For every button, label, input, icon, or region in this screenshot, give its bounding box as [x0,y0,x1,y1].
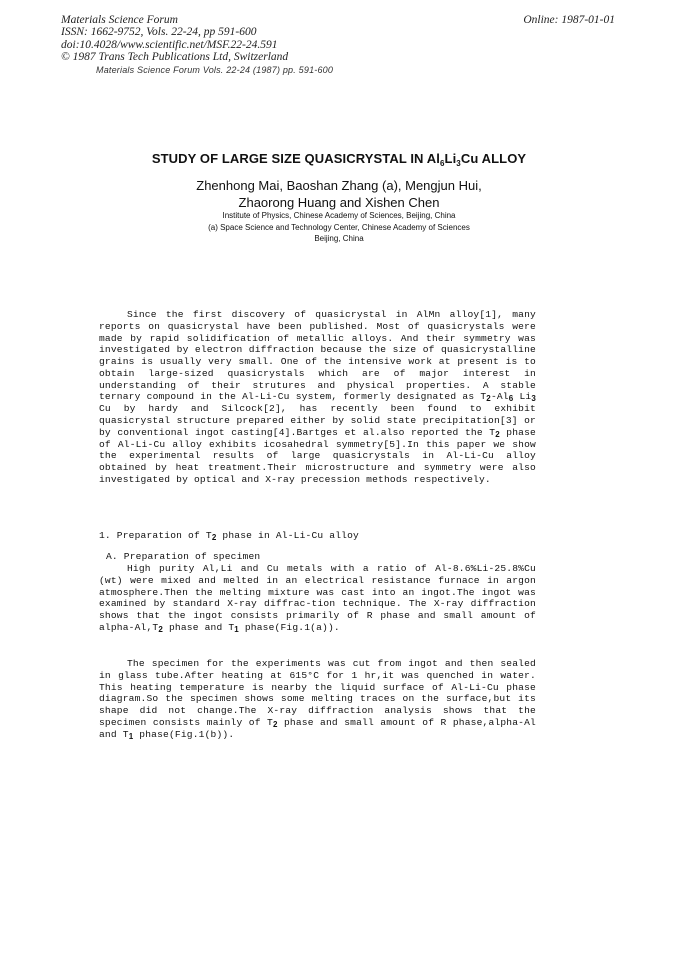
doi-line: doi:10.4028/www.scientific.net/MSF.22-24.591 [61,38,278,51]
author-line-1: Zhenhong Mai, Baoshan Zhang (a), Mengjun Hui, [196,178,482,193]
citation-header [61,14,288,64]
affiliation-line-2: (a) Space Science and Technology Center, Chinese Academy of Sciences [208,222,470,232]
paper-title: STUDY OF LARGE SIZE QUASICRYSTAL IN $Al_6Li_3Cu$ ALLOY [151,151,527,168]
issn-line: ISSN: 1662-9752, Vols. 22-24, pp 591-600 [61,26,257,39]
specimen-paragraph-2: The specimen for the experiments was cut from ingot and then sealed in glass tube.After heating at 615°C for 1 hr,it was quenched in water. This heating temperature is nearby the liquid surface of Al-Li-Cu phase diagram.So the specimen shows some melting traces on the surface,but its shape did not change.The X-ray diffraction analysis shows that the specimen consists mainly of $T_2$ phase and small amount of R phase,alpha-Al and $T_1$ phase(Fig.1(b)). [99,658,536,741]
affiliation-line-3: Beijing, China [314,234,364,243]
section-heading: 1. Preparation of $T_2$ phase in Al-Li-Cu alloy [99,530,359,542]
author-line-2: Zhaorong Huang and Xishen Chen [238,195,440,210]
copyright-line: © 1987 Trans Tech Publications Ltd, Switzerland [61,51,289,64]
subsection-heading: A. Preparation of specimen [106,551,261,562]
author-list [0,177,678,211]
original-journal-line: Materials Science Forum Vols. 22-24 (1987) pp. 591-600 [96,65,334,75]
journal-name: Materials Science Forum [61,14,178,26]
affiliation-line-1: Institute of Physics, Chinese Academy of Sciences, Beijing, China [222,211,456,220]
specimen-paragraph-1: High purity Al,Li and Cu metals with a ratio of Al-8.6%Li-25.8%Cu (wt) were mixed and melted in an electrical resistance furnace in argon atmosphere.Then the melting mixture was cast into an ingot.The ingot was examined by standard X-ray diffrac-tion technique. The X-ray diffraction shows that the ingot consists primarily of R phase and small amount of alpha-$Al,T_2$ phase and $T_1$ phase(Fig.1(a)). [99,563,536,634]
online-date: Online: 1987-01-01 [523,14,615,26]
intro-paragraph: Since the first discovery of quasicrystal in AlMn alloy[1], many reports on quasicrystal have been published. Most of quasicrystals were made by rapid solidification of metallic alloys. And their symmetry was investigated by electron diffraction because the size of quasicrystalline grains is usually very small. One of the intensive work at present is to obtain large-sized quasicrystals which are of major interest in understanding of their strutures and physical properties. A stable ternary compound in the Al-Li-Cu system, formerly designated as $T_2-Al_6$ $Li_3$ Cu by hardy and Silcock[2], has recently been found to exhibit quasicrystal structure prepared either by solid state precipitation[3] or by conventional ingot casting[4].Bartges et al.also reported the $T_2$ phase of Al-Li-Cu alloy exhibits icosahedral symmetry[5].In this paper we show the experimental results of large quasicrystals in Al-Li-Cu alloy obtained by heat treatment.Their microstructure and symmetry were also investigated by optical and X-ray precession methods respectively. [99,309,536,485]
affiliations [0,210,678,245]
